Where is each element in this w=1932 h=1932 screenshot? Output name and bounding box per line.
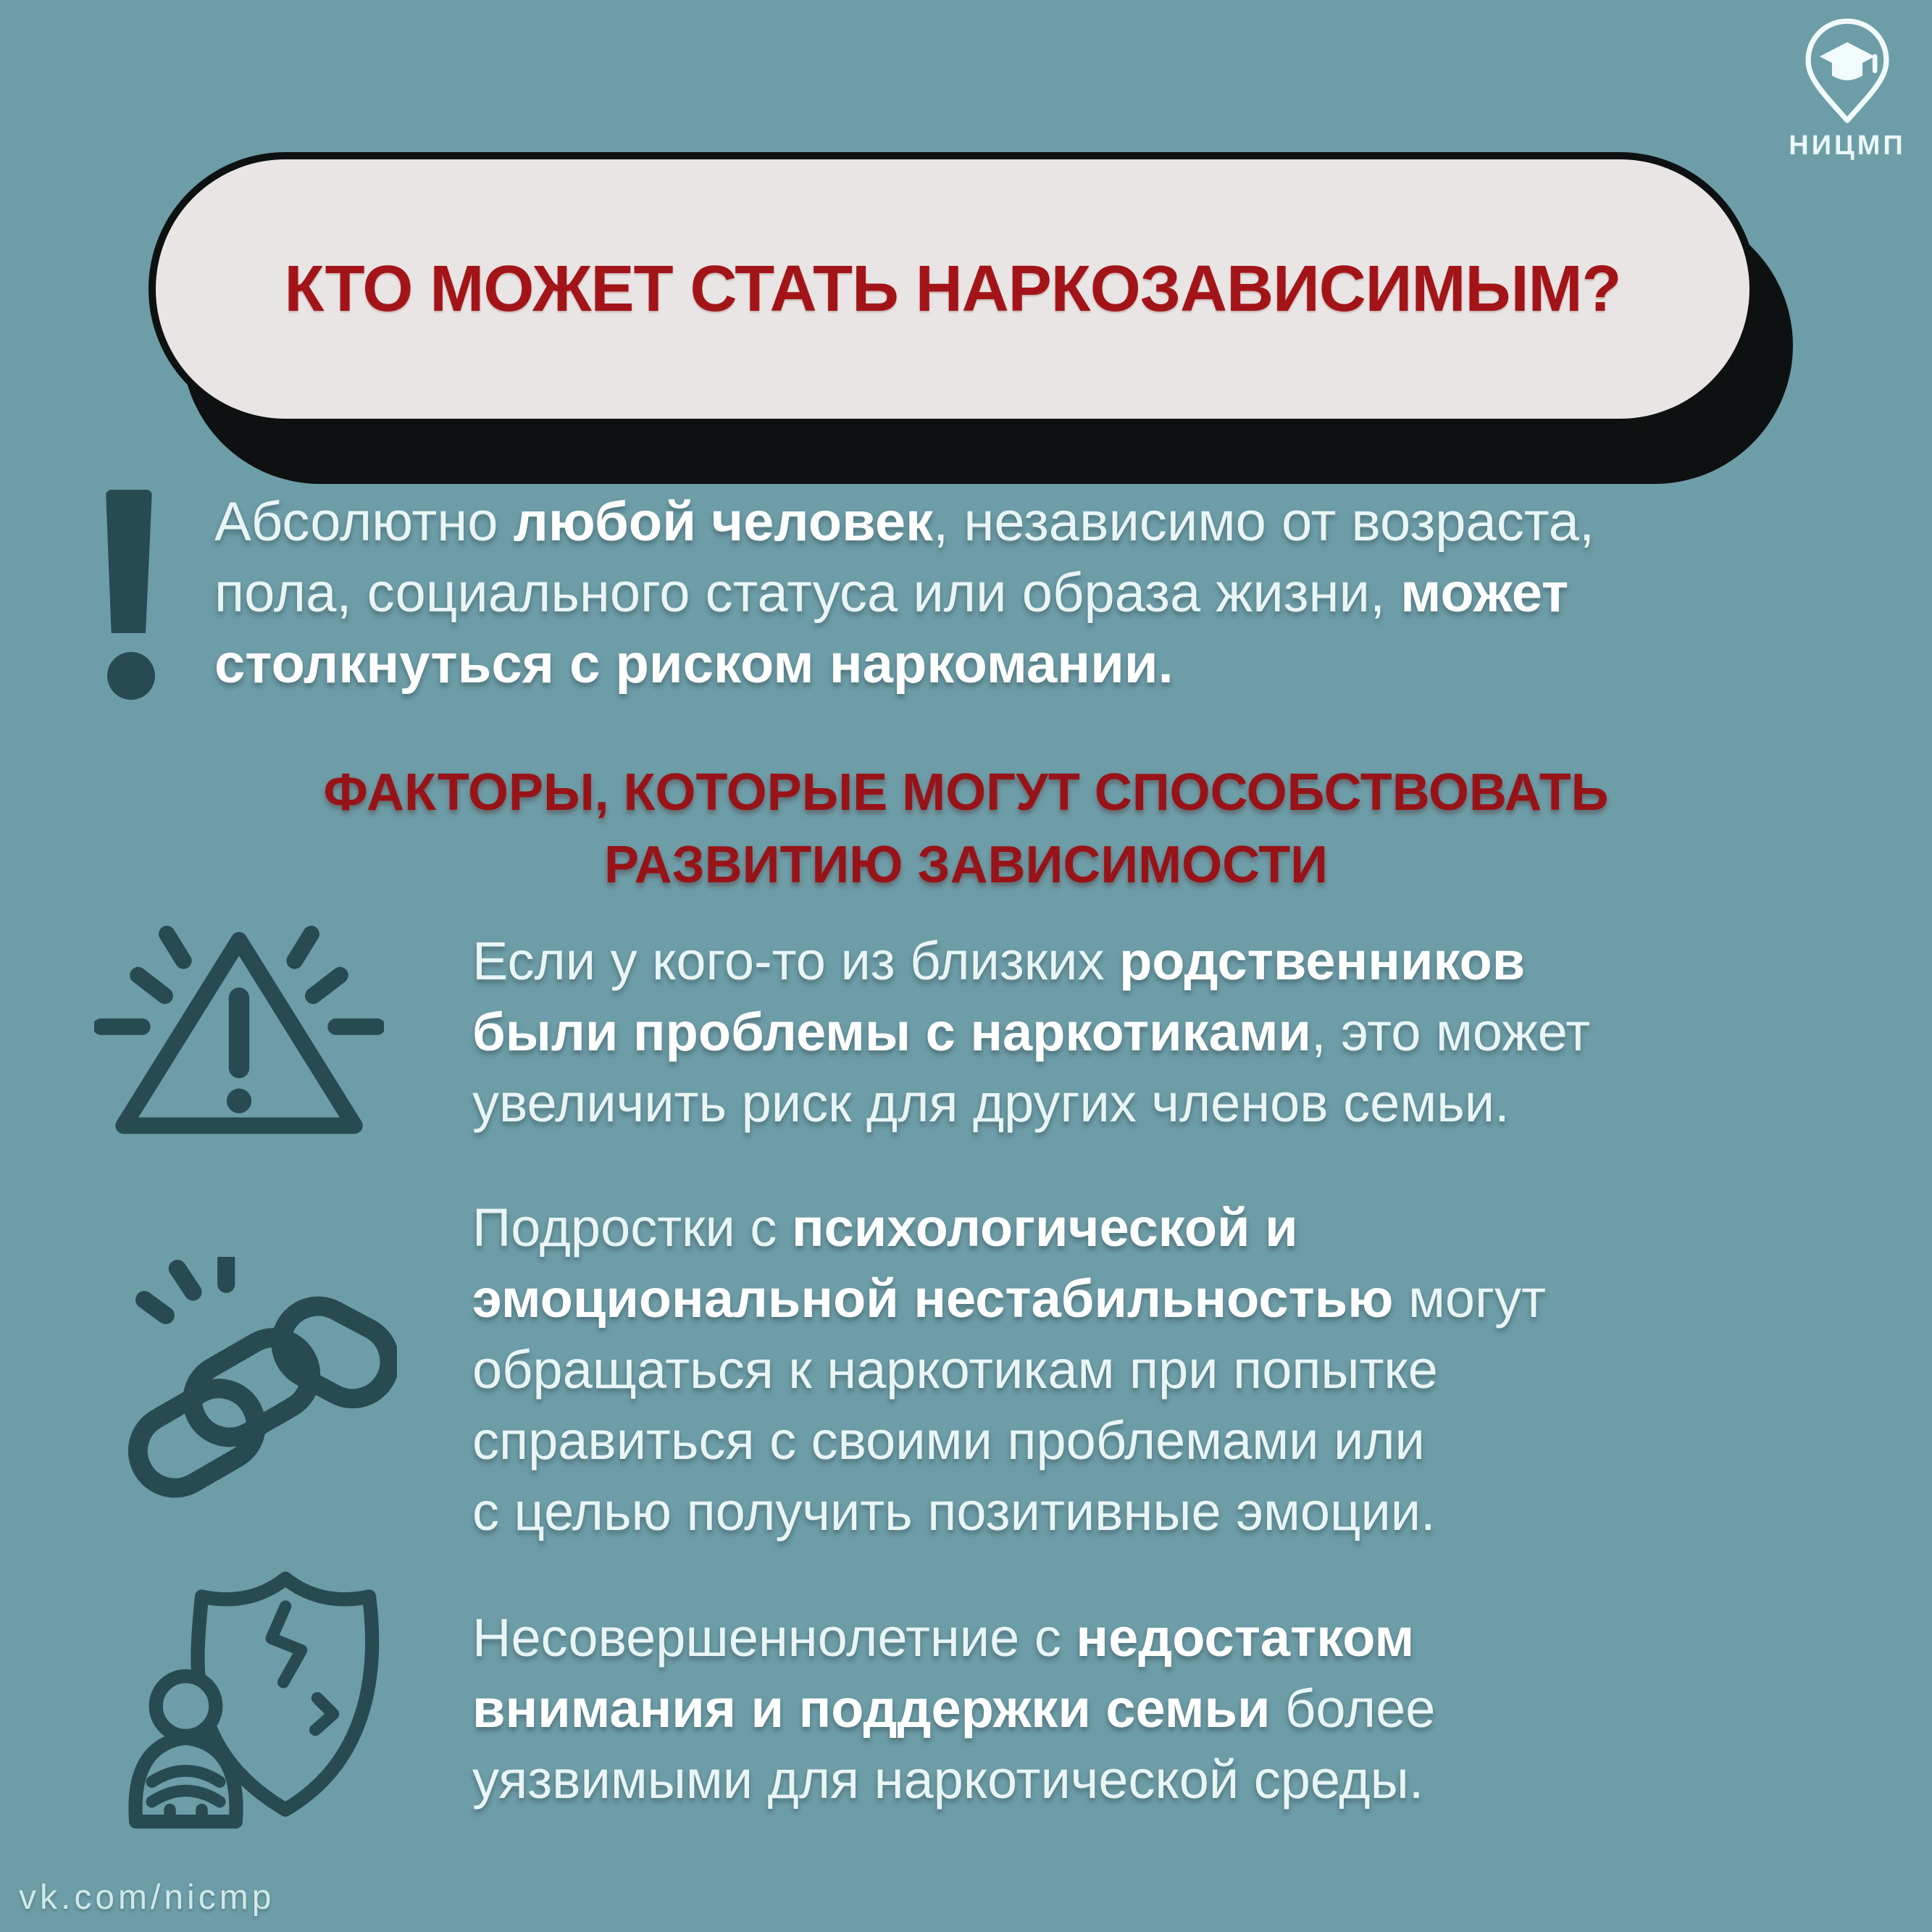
factor-1-text: Если у кого-то из близких родственников были проблемы с наркотиками, это может увеличить риск для других членов семьи. (472, 931, 1591, 1133)
factors-heading-line1: ФАКТОРЫ, КОТОРЫЕ МОГУТ СПОСОБСТВОВАТЬ (323, 764, 1609, 821)
logo-label: НИЦМП (1789, 130, 1906, 161)
factor-3-text: Несовершеннолетние с недостатком внимания и поддержки семьи более уязвимыми для наркотической среды. (472, 1607, 1436, 1810)
factors-heading-line2: РАЗВИТИЮ ЗАВИСИМОСТИ (603, 836, 1329, 894)
factor-2-text: Подростки с психологической и эмоциональной нестабильностью могут обращаться к наркотикам при попытке справиться с своими проблемами или с целью получить позитивные эмоции. (472, 1197, 1546, 1542)
page-title: КТО МОЖЕТ СТАТЬ НАРКОЗАВИСИМЫМ? (284, 252, 1621, 325)
factors-heading (72, 756, 1860, 901)
title-banner (149, 152, 1757, 426)
broken-chain-icon (122, 1257, 397, 1514)
shield-person-icon (110, 1566, 389, 1860)
footer-link[interactable]: vk.com/nicmp (19, 1878, 275, 1917)
graduation-cap-pin-icon (1776, 17, 1918, 126)
exclamation-icon (106, 490, 156, 707)
warning-triangle-icon (94, 911, 384, 1154)
logo (1776, 17, 1918, 162)
intro-text: Абсолютно любой человек, независимо от возраста, пола, социального статуса или образа жизни, может столкнуться с риском наркомании. (214, 491, 1595, 695)
